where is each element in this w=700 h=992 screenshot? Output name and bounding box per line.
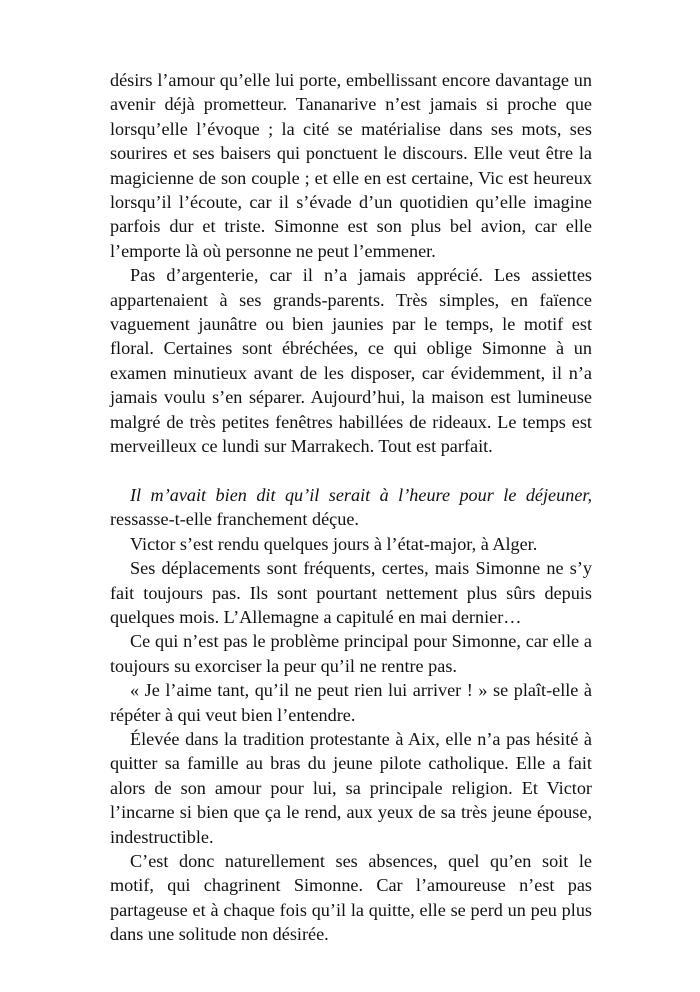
paragraph-algiers: Victor s’est rendu quelques jours à l’état-major, à Alger. <box>130 533 538 554</box>
paragraph-absences: C’est donc naturellement ses absences, quel qu’en soit le motif, qui chagrinent Simonne. Car l’amoureuse n’est pas partageuse et à chaque fois qu’il la quitte, elle se perd un peu plus dans une solitude non désirée. <box>110 850 592 945</box>
paragraph-lunch-thought <box>110 483 592 532</box>
italic-thought: Il m’avait bien dit qu’il serait à l’heure pour le déjeuner, <box>130 484 592 505</box>
paragraph-fear: Ce qui n’est pas le problème principal pour Simonne, car elle a toujours su exorciser la peur qu’il ne rentre pas. <box>110 631 592 676</box>
paragraph-quote: « Je l’aime tant, qu’il ne peut rien lui arriver ! » se plaît-elle à répéter à qui veut bien l’entendre. <box>110 680 592 725</box>
paragraph-tradition: Élevée dans la tradition protestante à Aix, elle n’a pas hésité à quitter sa famille au bras du jeune pilote catholique. Elle a fait alors de son amour pour lui, sa principale religion. Et Victor l’incarne si bien que ça le rend, aux yeux de sa très jeune épouse, indestructible. <box>110 728 592 847</box>
paragraph-lunch-thought-rest: ressasse-t-elle franchement déçue. <box>110 509 359 530</box>
paragraph-continuation: désirs l’amour qu’elle lui porte, embellissant encore davantage un avenir déjà prometteur. Tananarive n’est jamais si proche que lorsqu’elle l’évoque ; la cité se matérialise dans ses mots, ses sourires et ses baisers qui ponctuent le discours. Elle veut être la magicienne de son couple ; et elle en est certaine, Vic est heureux lorsqu’il l’écoute, car il s’évade d’un quotidien qu’elle imagine parfois dur et triste. Simonne est son plus bel avion, car elle l’emporte là où personne ne peut l’emmener. <box>110 70 592 261</box>
paragraph-tableware: Pas d’argenterie, car il n’a jamais apprécié. Les assiettes appartenaient à ses grands-parents. Très simples, en faïence vaguement jaunâtre ou bien jaunies par le temps, le motif est floral. Certaines sont ébréchées, ce qui oblige Simonne à un examen minutieux avant de les disposer, car évidemment, il n’a jamais voulu s’en séparer. Aujourd’hui, la maison est lumineuse malgré de très petites fenêtres habillées de rideaux. Le temps est merveilleux ce lundi sur Marrakech. Tout est parfait. <box>110 265 592 457</box>
paragraph-travels: Ses déplacements sont fréquents, certes, mais Simonne ne s’y fait toujours pas. Ils sont pourtant nettement plus sûrs depuis quelques mois. L’Allemagne a capitulé en mai dernier… <box>110 558 592 627</box>
body-text <box>110 68 592 947</box>
